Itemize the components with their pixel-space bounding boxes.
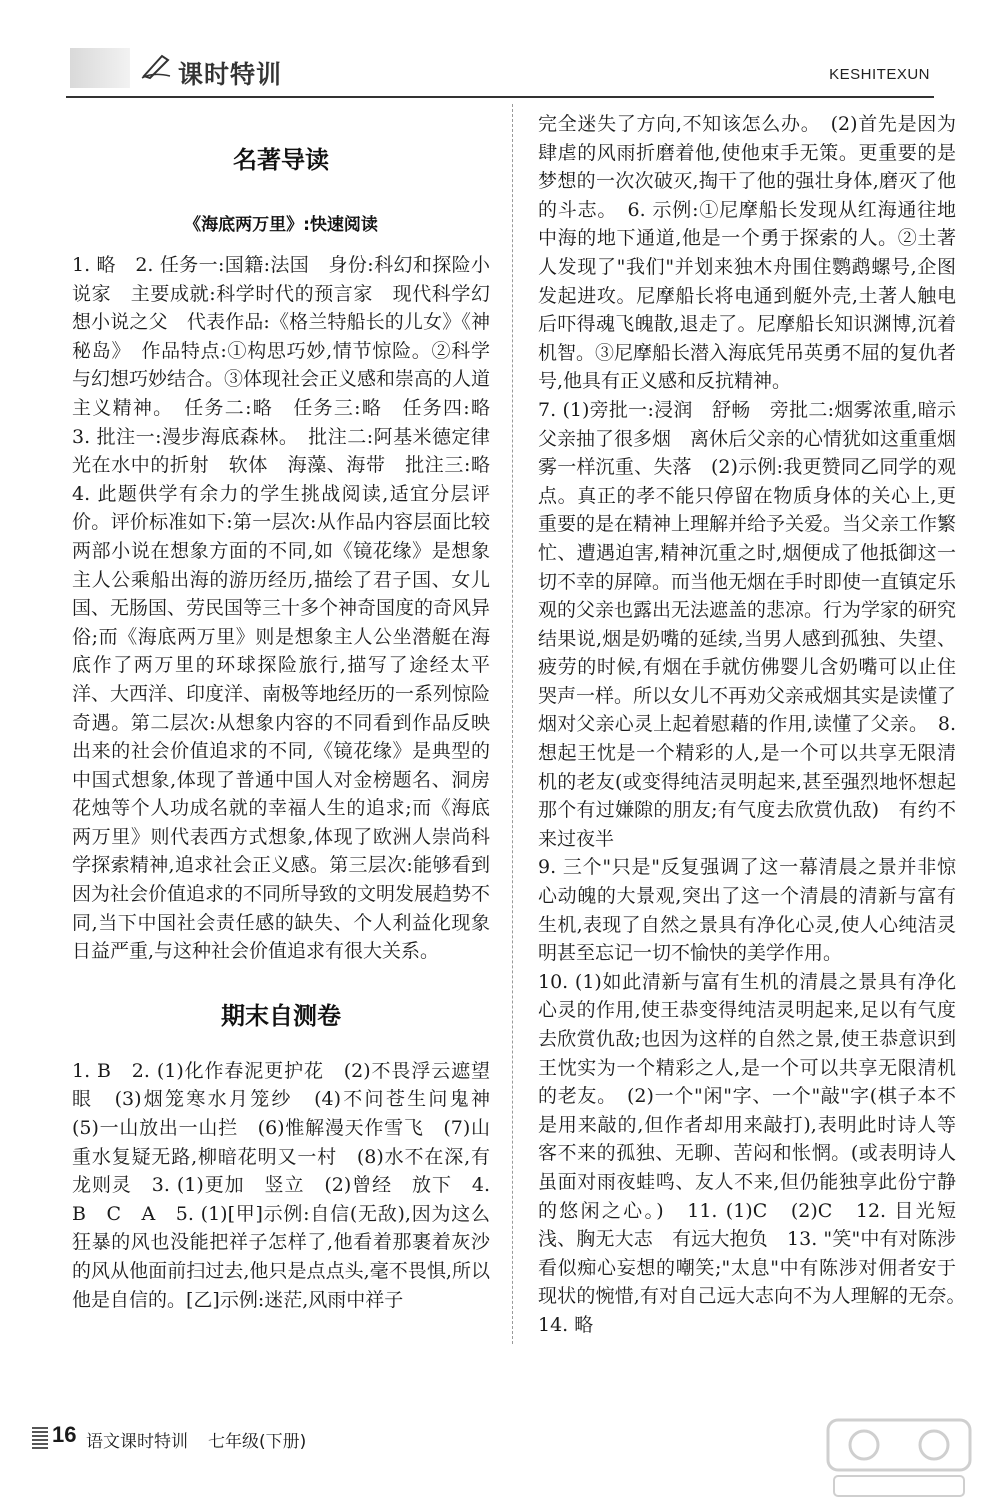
right-column (538, 104, 976, 1340)
left-column (72, 104, 510, 1314)
section-title-final-test: 期末自测卷 (221, 1001, 341, 1030)
answer-block-final-test: 1. B 2. (1)化作春泥更护花 (2)不畏浮云遮望眼 (3)烟笼寒水月笼纱 (4)不问苍生问鬼神 (5)一山放出一山拦 (6)惟解漫天作雪飞 (7)山重水复疑无路,柳暗花明又一村 (8)水不在深,有龙则灵 3. (1)更加 竖立 (2)曾经 放下 4. B C A 5. (1)[甲]示例:自信(无敌),因为这么狂暴的风也没能把祥子怎样了,他看着那裹着灰沙的风从他面前扫过去,他只是点点头,毫不畏惧,所以他是自信的。[乙]示例:迷茫,风雨中祥子 (72, 1059, 510, 1311)
page-footer (0, 1410, 1000, 1504)
page-number: 16 (52, 1422, 77, 1447)
logo-badge (70, 48, 130, 88)
column-divider (512, 104, 513, 1344)
answer-block-9: 9. 三个"只是"反复强调了这一幕清晨之景并非惊心动魄的大景观,突出了这一个清晨的清新与富有生机,表现了自然之景具有净化心灵,使人心纯洁灵明甚至忘记一切不愉快的美学作用。 (538, 856, 956, 965)
page-header (0, 0, 1000, 100)
answer-block-classics: 1. 略 2. 任务一:国籍:法国 身份:科幻和探险小说家 主要成就:科学时代的预言家 现代科学幻想小说之父 代表作品:《格兰特船长的儿女》《神秘岛》 作品特点:①构思巧妙,情节惊险。②科学与幻想巧妙结合。③体现社会正义感和崇高的人道主义精神。 任务二:略 任务三:略 任务四:略 3. 批注一:漫步海底森林。 批注二:阿基米德定律 光在水中的折射 软体 海藻、海带 批注三:略 4. 此题供学有余力的学生挑战阅读,适宜分层评价。评价标准如下:第一层次:从作品内容层面比较两部小说在想象方面的不同,如《镜花缘》是想象主人公乘船出海的游历经历,描绘了君子国、女儿国、无肠国、劳民国等三十多个神奇国度的奇风异俗;而《海底两万里》则是想象主人公坐潜艇在海底作了两万里的环球探险旅行,描写了途经太平洋、大西洋、印度洋、南极等地经历的一系列惊险奇遇。第二层次:从想象内容的不同看到作品反映出来的社会价值追求的不同,《镜花缘》是典型的中国式想象,体现了普通中国人对金榜题名、洞房花烛等个人功成名就的幸福人生的追求;而《海底两万里》则代表西方式想象,体现了欧洲人崇尚科学探索精神,追求社会正义感。第三层次:能够看到因为社会价值追求的不同所导致的文明发展趋势不同,当下中国社会责任感的缺失、个人利益化现象日益严重,与这种社会价值追求有很大关系。 (72, 254, 510, 963)
logo-text: 课时特训 (178, 60, 283, 89)
section-title-classics: 名著导读 (233, 146, 329, 174)
page-marker (32, 1427, 48, 1449)
grade-label: 七年级(下册) (208, 1432, 307, 1452)
answer-block-7-8: 7. (1)旁批一:浸润 舒畅 旁批二:烟雾浓重,暗示父亲抽了很多烟 离休后父亲的心情犹如这重重烟雾一样沉重、失落 (2)示例:我更赞同乙同学的观点。真正的孝不能只停留在物质身体的关心上,更重要的是在精神上理解并给予关爱。当父亲工作繁忙、遭遇迫害,精神沉重之时,烟便成了他抵御这一切不幸的屏障。而当他无烟在手时即使一直镇定乐观的父亲也露出无法遮盖的悲凉。行为学家的研究结果说,烟是奶嘴的延续,当男人感到孤独、失望、疲劳的时候,有烟在手就仿佛婴儿含奶嘴可以止住哭声一样。所以女儿不再劝父亲戒烟其实是读懂了烟对父亲心灵上起着慰藉的作用,读懂了父亲。 8. 想起王忱是一个精彩的人,是一个可以共享无限清机的老友(或变得纯洁灵明起来,甚至强烈地怀想起那个有过嫌隙的朋友;有气度去欣赏仇敌) 有约不来过夜半 (538, 398, 957, 850)
answer-block-10-14: 10. (1)如此清新与富有生机的清晨之景具有净化心灵的作用,使王恭变得纯洁灵明起来,足以有气度去欣赏仇敌;也因为这样的自然之景,使王恭意识到王忱实为一个精彩之人,是一个可以共享无限清机的老友。 (2)一个"闲"字、一个"敲"字(棋子本不是用来敲的,但作者却用来敲打),表明此时诗人等客不来的孤独、无聊、苦闷和怅惘。(或表明诗人虽面对雨夜蛙鸣、友人不来,但仍能独享此份宁静的悠闲之心。) 11. (1)C (2)C 12. 目光短浅、胸无大志 有远大抱负 13. "笑"中有对陈涉看似痴心妄想的嘲笑;"太息"中有陈涉对佣者安于现状的惋惜,有对自己远大志向不为人理解的无奈。 14. 略 (538, 970, 976, 1336)
answer-block-5-6: 完全迷失了方向,不知该怎么办。 (2)首先是因为肆虐的风雨折磨着他,使他束手无策。更重要的是梦想的一次次破灭,掏干了他的强壮身体,磨灭了他的斗志。 6. 示例:①尼摩船长发现从红海通往地中海的地下通道,他是一个勇于探索的人。②土著人发现了"我们"并划来独木舟围住鹦鹉螺号,企图发起进攻。尼摩船长将电通到艇外壳,土著人触电后吓得魂飞魄散,退走了。尼摩船长知识渊博,沉着机智。③尼摩船长潜入海底凭吊英勇不屈的复仇者号,他具有正义感和反抗精神。 (538, 113, 957, 393)
pen-icon (140, 50, 174, 80)
header-divider (66, 96, 934, 98)
watermark-logo-icon (824, 1414, 974, 1502)
book-title: 语文课时特训 (86, 1432, 188, 1452)
header-code: KESHITEXUN (829, 66, 930, 83)
section-subtitle-classics: 《海底两万里》:快速阅读 (184, 215, 378, 235)
